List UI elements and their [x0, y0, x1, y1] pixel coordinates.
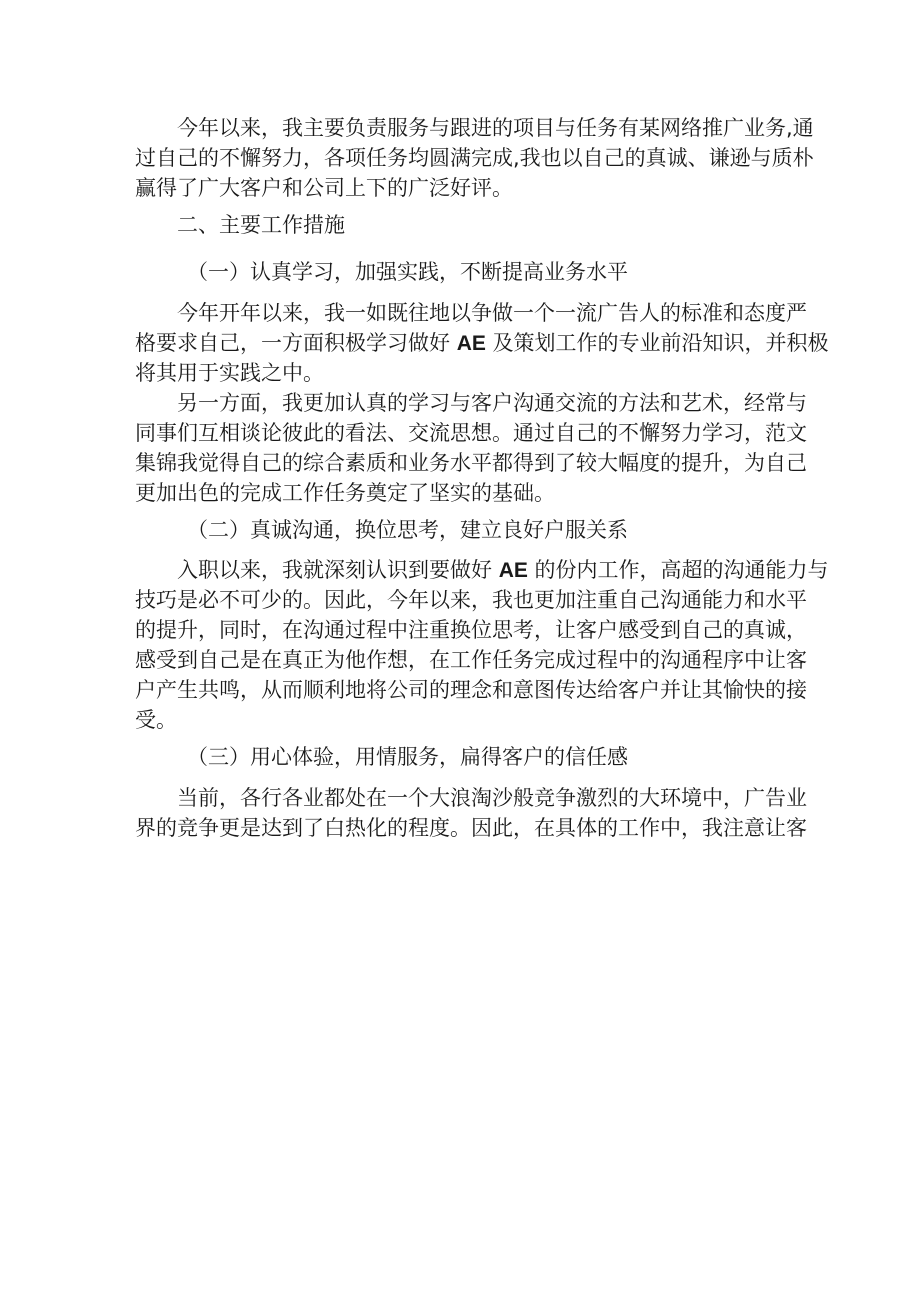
- text-line: 受。: [135, 708, 177, 733]
- text-run: 及策划工作的专业前沿知识，并积极: [485, 330, 829, 355]
- ae-term: AE: [498, 559, 528, 583]
- text-line: 同事们互相谈论彼此的看法、交流思想。通过自己的不懈努力学习，范文: [135, 420, 807, 445]
- text-line: 界的竞争更是达到了白热化的程度。因此，在具体的工作中，我注意让客: [135, 815, 807, 840]
- text-line: 过自己的不懈努力，各项任务均圆满完成,我也以自己的真诚、谦逊与质朴: [135, 146, 814, 170]
- text-line: 将其用于实践之中。: [135, 360, 324, 385]
- document-body: [135, 112, 829, 842]
- subheading-learning: （一）认真学习，加强实践，不断提高业务水平: [187, 260, 628, 285]
- text-line: 今年开年以来，我一如既往地以争做一个一流广告人的标准和态度严: [177, 300, 807, 325]
- paragraph-intro: [135, 112, 814, 202]
- paragraph-communication: [135, 554, 829, 734]
- text-line: 技巧是必不可少的。因此，今年以来，我也更加注重自己沟通能力和水平: [135, 588, 807, 613]
- subheading-communication: （二）真诚沟通，换位思考，建立良好户服关系: [187, 517, 628, 542]
- ae-term: AE: [456, 331, 486, 355]
- section-heading-main-measures: 二、主要工作措施: [177, 213, 345, 237]
- text-run: 的份内工作，高超的沟通能力与: [527, 558, 829, 583]
- text-line: 当前，各行各业都处在一个大浪淘沙般竞争激烈的大环境中，广告业: [177, 785, 807, 810]
- text-line: [135, 327, 829, 357]
- text-run: 格要求自己，一方面积极学习做好: [135, 330, 457, 355]
- paragraph-communication-learning: [135, 387, 807, 507]
- paragraph-learning: [135, 297, 829, 387]
- text-line: 户产生共鸣，从而顺利地将公司的理念和意图传达给客户并让其愉快的接: [135, 678, 807, 703]
- text-line: 另一方面，我更加认真的学习与客户沟通交流的方法和艺术，经常与: [177, 390, 807, 415]
- text-run: 入职以来，我就深刻认识到要做好: [177, 558, 499, 583]
- paragraph-service: [135, 782, 807, 842]
- text-line: 集锦我觉得自己的综合素质和业务水平都得到了较大幅度的提升，为自己: [135, 450, 807, 475]
- text-line: 感受到自己是在真正为他作想，在工作任务完成过程中的沟通程序中让客: [135, 648, 807, 673]
- text-line: 赢得了广大客户和公司上下的广泛好评。: [135, 176, 513, 200]
- text-line: 更加出色的完成工作任务奠定了坚实的基础。: [135, 480, 555, 505]
- subheading-service: （三）用心体验，用情服务，扁得客户的信任感: [187, 745, 628, 770]
- text-line: 今年以来，我主要负责服务与跟进的项目与任务有某网络推广业务,通: [177, 116, 814, 140]
- text-line: 的提升，同时，在沟通过程中注重换位思考，让客户感受到自己的真诚，: [135, 618, 807, 643]
- text-line: [135, 554, 829, 584]
